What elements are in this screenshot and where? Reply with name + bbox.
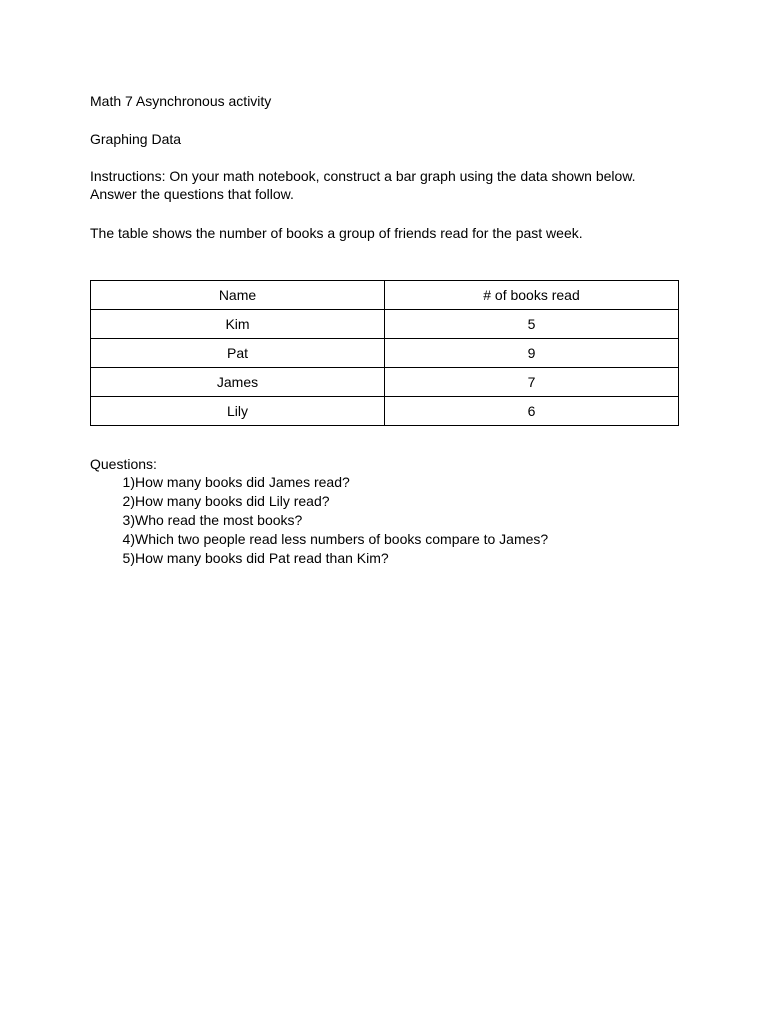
- list-item: [90, 473, 548, 492]
- instructions-line-1: Instructions: On your math notebook, construct a bar graph using the data shown below.: [90, 168, 636, 184]
- cell-name: Pat: [91, 339, 385, 368]
- list-item: [90, 530, 548, 549]
- table-row: [91, 368, 679, 397]
- cell-books: 6: [385, 397, 679, 426]
- header-books-read: # of books read: [385, 281, 679, 310]
- questions-list: [90, 473, 548, 568]
- cell-books: 5: [385, 310, 679, 339]
- question-text: How many books did Pat read than Kim?: [135, 550, 389, 566]
- question-number: 1): [122, 474, 135, 490]
- question-text: Who read the most books?: [135, 512, 303, 528]
- question-text: Which two people read less numbers of books compare to James?: [135, 531, 549, 547]
- table-row: [91, 310, 679, 339]
- table-header-row: [91, 281, 679, 310]
- list-item: [90, 549, 548, 568]
- cell-books: 7: [385, 368, 679, 397]
- cell-name: James: [91, 368, 385, 397]
- table-description: The table shows the number of books a group of friends read for the past week.: [90, 225, 583, 241]
- question-text: How many books did Lily read?: [135, 493, 330, 509]
- questions-label: Questions:: [90, 456, 157, 472]
- cell-name: Kim: [91, 310, 385, 339]
- question-number: 4): [122, 531, 135, 547]
- list-item: [90, 492, 548, 511]
- cell-books: 9: [385, 339, 679, 368]
- cell-name: Lily: [91, 397, 385, 426]
- books-table: [90, 280, 679, 426]
- instructions-line-2: Answer the questions that follow.: [90, 186, 294, 202]
- question-number: 3): [122, 512, 135, 528]
- header-name: Name: [91, 281, 385, 310]
- question-number: 2): [122, 493, 135, 509]
- list-item: [90, 511, 548, 530]
- question-number: 5): [122, 550, 135, 566]
- table-row: [91, 397, 679, 426]
- question-text: How many books did James read?: [135, 474, 350, 490]
- document-subtitle: Graphing Data: [90, 131, 182, 147]
- document-title: Math 7 Asynchronous activity: [90, 93, 272, 109]
- table-row: [91, 339, 679, 368]
